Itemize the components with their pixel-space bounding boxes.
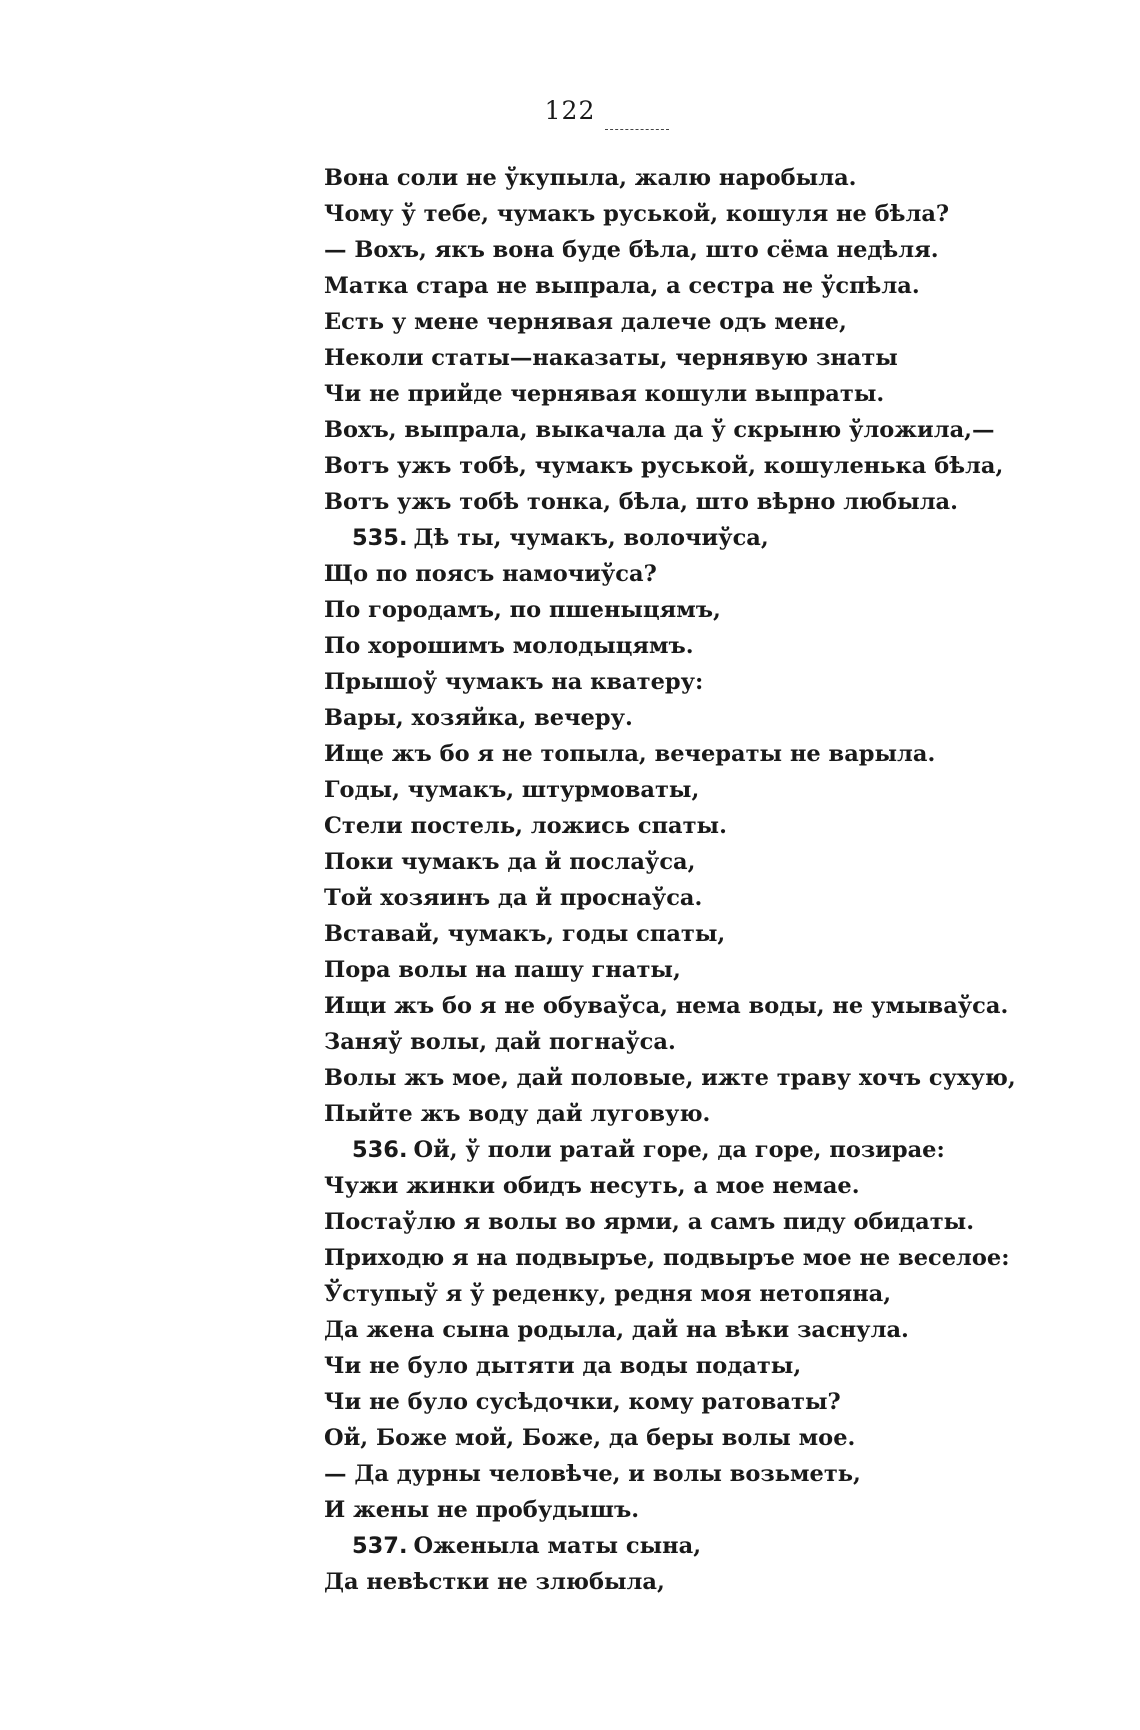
text-line	[324, 1204, 1004, 1240]
text-line	[324, 808, 1004, 844]
text-line	[324, 988, 1009, 1024]
line-text: По городамъ, по пшеныцямъ,	[324, 597, 721, 623]
line-text: Волы жъ мое, дай половые, ижте траву хочъ сухую,	[324, 1065, 1016, 1091]
text-line	[324, 232, 1004, 268]
text-line	[324, 196, 1004, 232]
text-line	[324, 1492, 1004, 1528]
song-start-line	[324, 1132, 1004, 1168]
text-line	[324, 1420, 1004, 1456]
song-text	[324, 160, 1016, 1600]
line-text: Чи не прийде чернявая кошули выпраты.	[324, 381, 885, 407]
text-line	[324, 1096, 1004, 1132]
text-line	[324, 736, 1004, 772]
text-line	[324, 1312, 1004, 1348]
text-line	[324, 916, 1004, 952]
text-line	[324, 880, 1004, 916]
text-line	[324, 304, 1004, 340]
song-number: 535.	[352, 525, 408, 551]
line-text: Ой, Боже мой, Боже, да беры волы мое.	[324, 1425, 856, 1451]
line-text: Матка стара не выпрала, а сестра не ўспѣла.	[324, 273, 920, 299]
line-text: Неколи статы—наказаты, чернявую знаты	[324, 345, 898, 371]
line-text: Вохъ, выпрала, выкачала да ў скрыню ўложила,—	[324, 417, 995, 443]
text-line	[324, 664, 1004, 700]
text-line	[324, 700, 1004, 736]
text-line	[324, 772, 1004, 808]
line-text: Що по поясъ намочиўса?	[324, 561, 657, 587]
line-text: Вотъ ужъ тобѣ, чумакъ руськой, кошуленька бѣла,	[324, 453, 1004, 479]
line-text: Постаўлю я волы во ярми, а самъ пиду обидаты.	[324, 1209, 975, 1235]
line-text: Дѣ ты, чумакъ, волочиўса,	[413, 525, 769, 551]
line-text: По хорошимъ молодыцямъ.	[324, 633, 694, 659]
text-line	[324, 1240, 1010, 1276]
line-text: Ўступыў я ў реденку, редня моя нетопяна,	[324, 1281, 892, 1307]
song-number: 536.	[352, 1137, 408, 1163]
line-text: — Вохъ, якъ вона буде бѣла, што сёма недѣля.	[324, 237, 939, 263]
song-start-line	[324, 520, 1004, 556]
line-text: Пыйте жъ воду дай луговую.	[324, 1101, 711, 1127]
song-number: 537.	[352, 1533, 408, 1559]
text-line	[324, 376, 1004, 412]
line-text: Заняў волы, дай погнаўса.	[324, 1029, 676, 1055]
line-text: Годы, чумакъ, штурмоваты,	[324, 777, 700, 803]
page-number-underline	[605, 129, 669, 130]
line-text: Да жена сына родыла, дай на вѣки заснула.	[324, 1317, 909, 1343]
text-line	[324, 1168, 1004, 1204]
text-line	[324, 1384, 1004, 1420]
line-text: И жены не пробудышъ.	[324, 1497, 640, 1523]
line-text: Вары, хозяйка, вечеру.	[324, 705, 633, 731]
text-line	[324, 340, 1004, 376]
text-line	[324, 1060, 1016, 1096]
line-text: Приходю я на подвыръе, подвыръе мое не веселое:	[324, 1245, 1010, 1271]
line-text: Ище жъ бо я не топыла, вечераты не варыла.	[324, 741, 936, 767]
line-text: Чому ў тебе, чумакъ руськой, кошуля не бѣла?	[324, 201, 950, 227]
line-text: Прышоў чумакъ на кватеру:	[324, 669, 704, 695]
page-number: 122	[544, 96, 596, 125]
line-text: Ищи жъ бо я не обуваўса, нема воды, не умываўса.	[324, 993, 1009, 1019]
line-text: Вона соли не ўкупыла, жалю наробыла.	[324, 165, 857, 191]
text-line	[324, 1456, 1004, 1492]
text-line	[324, 628, 1004, 664]
line-text: Поки чумакъ да й послаўса,	[324, 849, 696, 875]
text-line	[324, 1024, 1004, 1060]
line-text: Вотъ ужъ тобѣ тонка, бѣла, што вѣрно любыла.	[324, 489, 958, 515]
line-text: Есть у мене чернявая далече одъ мене,	[324, 309, 847, 335]
text-line	[324, 952, 1004, 988]
text-line	[324, 1564, 1004, 1600]
line-text: — Да дурны человѣче, и волы возьметь,	[324, 1461, 861, 1487]
line-text: Ой, ў поли ратай горе, да горе, позирае:	[413, 1137, 945, 1163]
text-line	[324, 448, 1004, 484]
text-line	[324, 160, 1004, 196]
line-text: Пора волы на пашу гнаты,	[324, 957, 681, 983]
line-text: Той хозяинъ да й проснаўса.	[324, 885, 703, 911]
text-line	[324, 412, 1004, 448]
line-text: Чи не було сусѣдочки, кому ратоваты?	[324, 1389, 841, 1415]
line-text: Чи не було дытяти да воды податы,	[324, 1353, 802, 1379]
text-line	[324, 268, 1004, 304]
line-text: Вставай, чумакъ, годы спаты,	[324, 921, 726, 947]
line-text: Да невѣстки не злюбыла,	[324, 1569, 665, 1595]
line-text: Чужи жинки обидъ несуть, а мое немае.	[324, 1173, 860, 1199]
line-text: Стели постель, ложись спаты.	[324, 813, 727, 839]
text-line	[324, 484, 1004, 520]
song-start-line	[324, 1528, 1004, 1564]
text-line	[324, 592, 1004, 628]
line-text: Оженыла маты сына,	[413, 1533, 702, 1559]
text-line	[324, 556, 1004, 592]
text-line	[324, 1276, 1004, 1312]
text-line	[324, 1348, 1004, 1384]
text-line	[324, 844, 1004, 880]
